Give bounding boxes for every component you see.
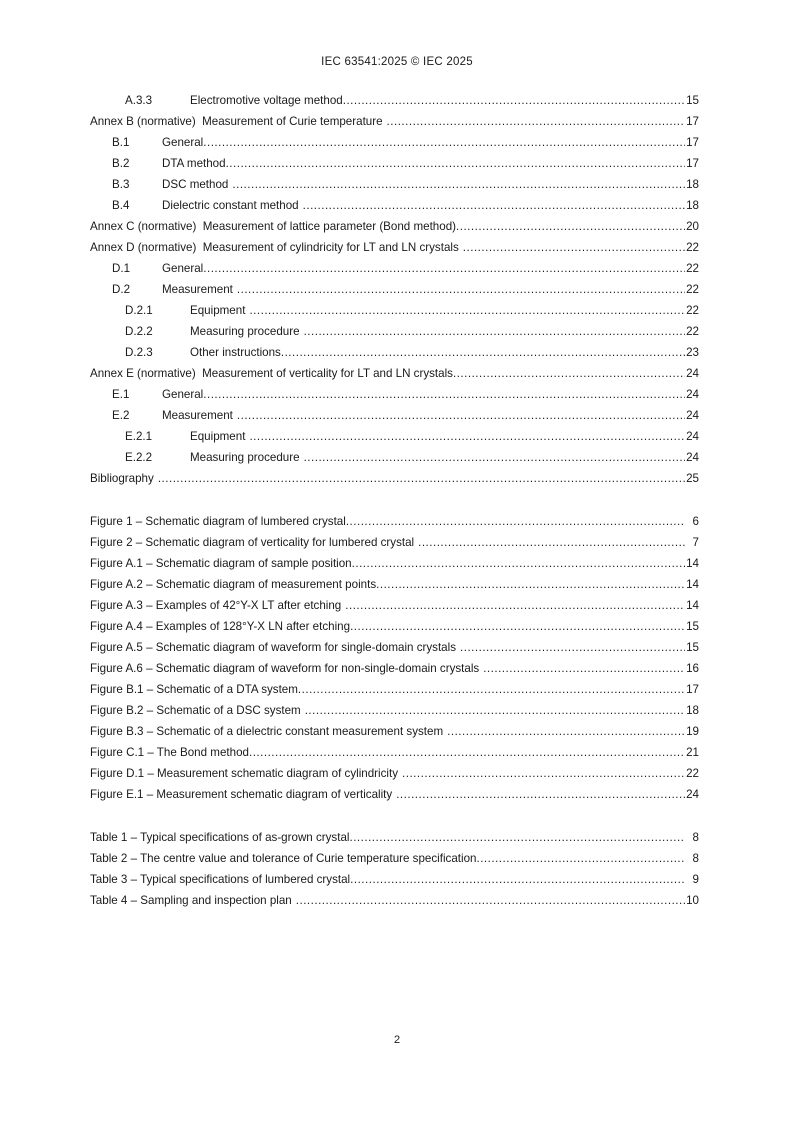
toc-leader-dots [447,726,685,738]
toc-entry[interactable] [90,827,699,848]
toc-entry-page-number: 16 [686,662,699,675]
toc-entry-number: D.1 [112,262,131,275]
toc-entry-page-number: 21 [686,746,699,759]
toc-entry-page-number: 24 [686,388,699,401]
toc-entry-label: Measuring procedure [190,451,300,464]
toc-entry-page-number: 17 [686,157,699,170]
toc-section-tables [90,827,699,911]
toc-entry-page-number: 22 [686,283,699,296]
toc-entry-page-number: 15 [686,641,699,654]
toc-entry-page-number: 24 [686,409,699,422]
toc-entry-label: Figure C.1 – The Bond method [90,746,249,759]
toc-entry-label: Figure A.4 – Examples of 128°Y-X LN after etching [90,620,351,633]
toc-entry-page-number: 24 [686,367,699,380]
toc-leader-dots [396,789,685,801]
toc-entry-label: Measurement [162,283,233,296]
toc-entry-number: E.1 [112,388,130,401]
toc-entry-number: E.2.2 [125,451,153,464]
toc-leader-dots [453,368,685,380]
toc-leader-dots [345,600,685,612]
toc-entry[interactable] [90,174,699,195]
toc-entry[interactable] [90,595,699,616]
toc-entry[interactable] [90,258,699,279]
toc-entry-page-number: 10 [686,894,699,907]
toc-entry-label: Bibliography [90,472,154,485]
toc-entry-label: Equipment [190,430,246,443]
toc-entry-page-number: 14 [686,557,699,570]
toc-entry[interactable] [90,679,699,700]
toc-entry[interactable] [90,132,699,153]
toc-entry-number: D.2.3 [125,346,153,359]
toc-entry-page-number: 25 [686,472,699,485]
toc-entry-page-number: 15 [686,620,699,633]
toc-entry[interactable] [90,532,699,553]
toc-entry-label: Table 4 – Sampling and inspection plan [90,894,292,907]
toc-entry[interactable] [90,216,699,237]
toc-entry[interactable] [90,384,699,405]
toc-entry-label: Annex E (normative) Measurement of verticality for LT and LN crystals [90,367,453,380]
toc-entry-label: Measuring procedure [190,325,300,338]
toc-leader-dots [303,200,685,212]
toc-entry-label: Figure A.1 – Schematic diagram of sample position [90,557,352,570]
toc-leader-dots [304,326,685,338]
toc-leader-dots [350,874,685,886]
toc-leader-dots [249,431,685,443]
toc-leader-dots [281,347,685,359]
toc-entry-page-number: 22 [686,325,699,338]
toc-entry-label: General [162,388,204,401]
toc-entry-page-number: 22 [686,262,699,275]
toc-entry[interactable] [90,321,699,342]
toc-leader-dots [418,537,685,549]
toc-entry-page-number: 8 [692,831,699,844]
toc-entry-page-number: 24 [686,451,699,464]
toc-entry-label: Figure B.1 – Schematic of a DTA system [90,683,298,696]
toc-entry-page-number: 19 [686,725,699,738]
toc-entry-label: Figure A.3 – Examples of 42°Y-X LT after etching [90,599,342,612]
toc-entry[interactable] [90,447,699,468]
toc-leader-dots [158,473,685,485]
toc-entry-label: Annex C (normative) Measurement of lattice parameter (Bond method) [90,220,457,233]
toc-entry-number: D.2 [112,283,131,296]
toc-entry[interactable] [90,700,699,721]
toc-leader-dots [203,263,685,275]
toc-leader-dots [483,663,685,675]
running-header: IEC 63541:2025 © IEC 2025 [321,56,473,68]
toc-entry[interactable] [90,237,699,258]
toc-entry-page-number: 14 [686,599,699,612]
toc-entry-label: General [162,262,204,275]
toc-entry-label: Dielectric constant method [162,199,299,212]
toc-entry[interactable] [90,721,699,742]
toc-leader-dots [463,242,685,254]
toc-entry-page-number: 24 [686,430,699,443]
toc-leader-dots [226,158,685,170]
toc-entry[interactable] [90,574,699,595]
toc-entry[interactable] [90,784,699,805]
toc-entry-label: Table 1 – Typical specifications of as-grown crystal [90,831,350,844]
toc-entry[interactable] [90,426,699,447]
toc-entry[interactable] [90,468,699,489]
table-of-contents [90,90,699,911]
toc-entry-page-number: 9 [692,873,699,886]
toc-leader-dots [343,95,685,107]
toc-entry-number: B.4 [112,199,130,212]
toc-entry[interactable] [90,742,699,763]
toc-leader-dots [232,179,685,191]
toc-entry-label: Table 3 – Typical specifications of lumbered crystal [90,873,351,886]
toc-entry-label: Figure A.5 – Schematic diagram of waveform for single-domain crystals [90,641,456,654]
toc-entry-label: Figure B.2 – Schematic of a DSC system [90,704,301,717]
toc-entry-label: Annex B (normative) Measurement of Curie temperature [90,115,383,128]
toc-entry-page-number: 7 [692,536,699,549]
toc-leader-dots [387,116,685,128]
toc-entry-label: Figure A.6 – Schematic diagram of waveform for non-single-domain crystals [90,662,480,675]
toc-leader-dots [203,137,685,149]
toc-leader-dots [296,895,685,907]
toc-entry-page-number: 8 [692,852,699,865]
toc-entry[interactable] [90,153,699,174]
toc-leader-dots [249,747,685,759]
toc-entry-label: Figure 1 – Schematic diagram of lumbered crystal [90,515,346,528]
toc-entry-page-number: 17 [686,683,699,696]
toc-entry[interactable] [90,279,699,300]
toc-entry-label: Electromotive voltage method [190,94,343,107]
toc-entry-label: Table 2 – The centre value and tolerance of Curie temperature specification [90,852,477,865]
toc-leader-dots [237,284,685,296]
toc-entry-number: B.2 [112,157,130,170]
toc-leader-dots [352,558,685,570]
toc-entry[interactable] [90,848,699,869]
toc-entry[interactable] [90,763,699,784]
toc-entry-page-number: 20 [686,220,699,233]
toc-entry-page-number: 14 [686,578,699,591]
toc-entry[interactable] [90,869,699,890]
toc-leader-dots [305,705,685,717]
toc-leader-dots [350,621,685,633]
toc-leader-dots [402,768,685,780]
toc-entry[interactable] [90,300,699,321]
toc-entry-number: A.3.3 [125,94,153,107]
toc-entry[interactable] [90,111,699,132]
toc-section-contents [90,90,699,489]
toc-leader-dots [298,684,685,696]
toc-entry-label: Annex D (normative) Measurement of cylindricity for LT and LN crystals [90,241,459,254]
toc-entry-number: D.2.2 [125,325,153,338]
toc-entry[interactable] [90,890,699,911]
toc-entry-number: B.3 [112,178,130,191]
toc-entry-page-number: 22 [686,767,699,780]
toc-entry-label: DTA method [162,157,226,170]
toc-entry-number: E.2 [112,409,130,422]
toc-entry[interactable] [90,90,699,111]
toc-leader-dots [460,642,685,654]
page-number: 2 [393,1034,401,1046]
toc-entry-page-number: 15 [686,94,699,107]
toc-entry-label: Other instructions [190,346,281,359]
toc-leader-dots [237,410,685,422]
toc-entry-page-number: 22 [686,241,699,254]
toc-entry-page-number: 6 [692,515,699,528]
toc-leader-dots [249,305,685,317]
toc-entry[interactable] [90,616,699,637]
toc-entry-label: Measurement [162,409,233,422]
toc-leader-dots [456,221,685,233]
toc-entry-page-number: 24 [686,788,699,801]
toc-leader-dots [476,853,685,865]
toc-entry-page-number: 22 [686,304,699,317]
toc-entry-label: Figure A.2 – Schematic diagram of measurement points [90,578,377,591]
toc-entry-label: Equipment [190,304,246,317]
toc-entry[interactable] [90,195,699,216]
toc-entry[interactable] [90,637,699,658]
toc-entry-label: Figure D.1 – Measurement schematic diagram of cylindricity [90,767,398,780]
toc-entry-label: Figure 2 – Schematic diagram of verticality for lumbered crystal [90,536,415,549]
toc-entry-label: Figure E.1 – Measurement schematic diagram of verticality [90,788,393,801]
toc-entry-page-number: 17 [686,136,699,149]
toc-leader-dots [376,579,685,591]
toc-entry[interactable] [90,363,699,384]
toc-entry-number: D.2.1 [125,304,153,317]
toc-entry-label: Figure B.3 – Schematic of a dielectric constant measurement system [90,725,444,738]
toc-entry-page-number: 18 [686,704,699,717]
toc-leader-dots [346,516,685,528]
toc-entry[interactable] [90,553,699,574]
toc-entry-label: DSC method [162,178,229,191]
toc-entry[interactable] [90,658,699,679]
toc-entry[interactable] [90,511,699,532]
toc-entry-page-number: 18 [686,199,699,212]
toc-leader-dots [304,452,685,464]
toc-entry-number: B.1 [112,136,130,149]
toc-entry[interactable] [90,405,699,426]
toc-leader-dots [203,389,685,401]
toc-section-figures [90,511,699,805]
toc-entry-page-number: 23 [686,346,699,359]
toc-entry-page-number: 17 [686,115,699,128]
toc-entry-number: E.2.1 [125,430,153,443]
toc-entry[interactable] [90,342,699,363]
toc-entry-page-number: 18 [686,178,699,191]
toc-leader-dots [349,832,685,844]
toc-entry-label: General [162,136,204,149]
